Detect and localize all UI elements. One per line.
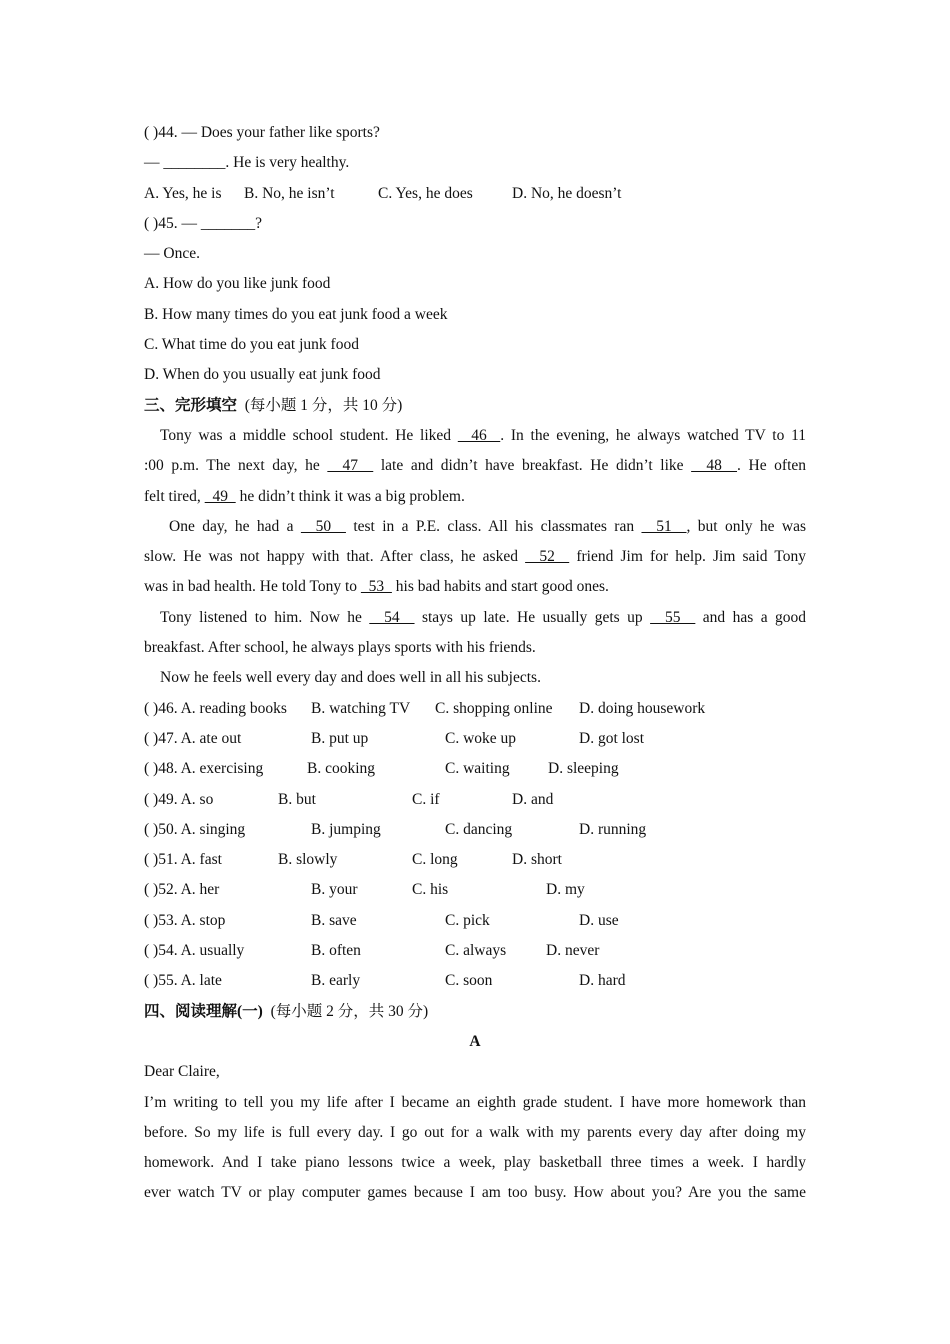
passage-label: A [469,1032,481,1050]
option-b: B. watching TV [311,699,411,717]
section-note: (每小题 2 分，共 30 分) [270,1002,429,1020]
question-44-options [144,179,806,209]
question-stem: ( )51. A. fast [144,851,222,869]
section-4-heading [144,997,806,1027]
option-d: D. short [512,851,562,869]
letter-line: before. So my life is full every day. I go out for a walk with my parents every day after doing my [144,1123,806,1141]
option-d: D. No, he doesn’t [512,184,622,202]
text: was in bad health. He told Tony to [144,578,361,596]
question-47 [144,724,806,754]
text: slow. He was not happy with that. After class, he asked [144,548,526,566]
section-title: 四、阅读理解(一) [144,1002,263,1020]
cloze-paragraph-1-line-2 [144,451,806,481]
option-b: B. No, he isn’t [244,184,335,202]
option-c: C. Yes, he does [378,184,473,202]
option-d: D. use [579,911,619,929]
option-d: D. and [512,790,554,808]
question-52 [144,875,806,905]
section-3-heading [144,391,806,421]
blank-47: 47 [327,457,374,475]
option-b: B. put up [311,729,369,747]
text: felt tired, [144,487,205,505]
option-b: B. jumping [311,820,381,838]
option-c: C. waiting [445,760,510,778]
exam-content [144,118,806,1209]
question-stem: ( )48. A. exercising [144,760,264,778]
question-stem: ( )47. A. ate out [144,729,242,747]
question-53 [144,906,806,936]
question-stem: ( )50. A. singing [144,820,246,838]
question-stem: ( )54. A. usually [144,942,245,960]
question-stem: ( )52. A. her [144,881,220,899]
question-45-reply [144,239,806,269]
question-44-stem: ( )44. — Does your father like sports? [144,124,380,141]
option-d: D. When do you usually eat junk food [144,366,381,384]
question-stem: ( )49. A. so [144,790,214,808]
blank-51: 51 [641,517,687,535]
cloze-paragraph-1-line-3 [144,482,806,512]
option-b: B. early [311,972,361,990]
text: and has a good [695,608,807,626]
option-d: D. my [546,881,585,899]
cloze-paragraph-1-line-1 [144,421,806,451]
text: :00 p.m. The next day, he [144,457,328,475]
blank-50: 50 [300,517,346,535]
reply-text: — Once. [144,245,200,263]
cloze-paragraph-3-line-2: breakfast. After school, he always plays sports with his friends. [144,639,536,657]
blank-55: 55 [650,608,696,626]
option-d: D. never [546,942,600,960]
option-c: C. always [445,942,507,960]
option-b: B. your [311,881,358,899]
option-d: D. running [579,820,647,838]
option-c: C. his [412,881,449,899]
text: Tony was a middle school student. He liked [160,426,458,444]
question-51 [144,845,806,875]
option-d: D. got lost [579,729,645,747]
option-b: B. cooking [307,760,376,778]
option-c: C. What time do you eat junk food [144,336,359,354]
option-b: B. slowly [278,851,338,869]
reply-text: — ________. He is very healthy. [144,154,350,172]
text: late and didn’t have breakfast. He didn’t like [373,457,692,475]
blank-54: 54 [369,608,415,626]
option-b: B. save [311,911,357,929]
question-44-reply [144,148,806,178]
cloze-paragraph-4: Now he feels well every day and does well in all his subjects. [160,669,541,687]
cloze-paragraph-2-line-2 [144,542,806,572]
text: he didn’t think it was a big problem. [235,487,465,505]
question-44 [144,118,806,148]
option-d: D. doing housework [579,699,706,717]
question-stem: ( )46. A. reading books [144,699,287,717]
question-55 [144,966,806,996]
option-c: C. if [412,790,440,808]
text: . He often [737,457,807,475]
letter-greeting: Dear Claire, [144,1063,220,1081]
option-c: C. shopping online [435,699,553,717]
question-54 [144,936,806,966]
text: One day, he had a [169,517,301,535]
text: Tony listened to him. Now he [160,608,370,626]
question-46 [144,694,806,724]
option-c: C. dancing [445,820,513,838]
section-note: (每小题 1 分，共 10 分) [244,396,403,414]
option-a: A. How do you like junk food [144,275,331,293]
text: his bad habits and start good ones. [391,578,609,596]
option-b: B. How many times do you eat junk food a week [144,305,448,323]
question-45 [144,209,806,239]
option-c: C. pick [445,911,490,929]
option-c: C. long [412,851,458,869]
text: , but only he was [686,517,807,535]
letter-line: homework. And I take piano lessons twice a week, play basketball three times a week. I hardly [144,1154,806,1172]
text: friend Jim for help. Jim said Tony [569,548,806,566]
option-b: B. but [278,790,316,808]
question-stem: ( )53. A. stop [144,911,226,929]
blank-46: 46 [457,426,501,444]
cloze-paragraph-2-line-3 [144,572,806,602]
option-d: D. sleeping [548,760,619,778]
question-49 [144,785,806,815]
cloze-paragraph-3-line-1 [144,603,806,633]
option-c: C. soon [445,972,493,990]
text: test in a P.E. class. All his classmates ran [345,517,642,535]
blank-52: 52 [525,548,570,566]
cloze-paragraph-2-line-1 [144,512,806,542]
section-title: 三、完形填空 [144,396,238,414]
question-stem: ( )55. A. late [144,972,222,990]
letter-line: I’m writing to tell you my life after I became an eighth grade student. I have more homework than [144,1093,806,1111]
option-d: D. hard [579,972,626,990]
text: . In the evening, he always watched TV to 11 [500,426,806,444]
blank-48: 48 [691,457,738,475]
letter-line: ever watch TV or play computer games because I am too busy. How about you? Are you the same [144,1184,806,1202]
option-b: B. often [311,942,361,960]
option-c: C. woke up [445,729,517,747]
blank-53: 53 [360,578,392,596]
text: stays up late. He usually gets up [414,608,651,626]
question-48 [144,754,806,784]
question-50 [144,815,806,845]
question-45-stem: ( )45. — _______? [144,214,262,232]
option-a: A. Yes, he is [144,184,222,202]
blank-49: 49 [204,487,236,505]
